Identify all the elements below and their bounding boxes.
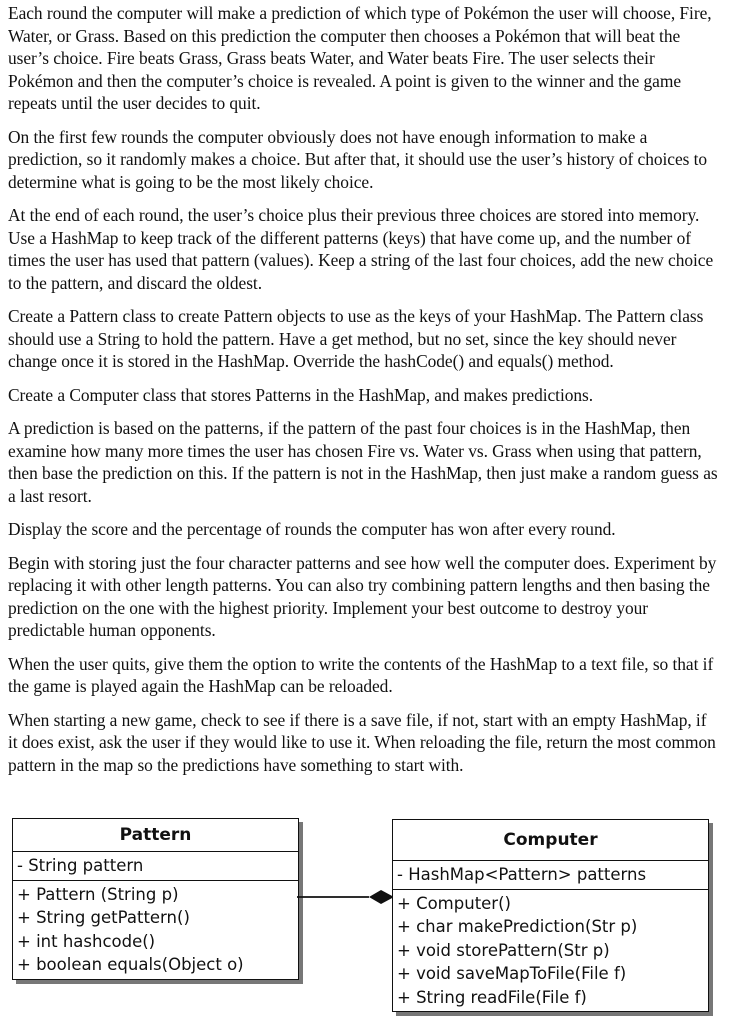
uml-method: + Computer() [397,893,511,913]
paragraph-save: When the user quits, give them the option to write the contents of the HashMap to a text file, so that if the game is played again the HashMap can be reloaded. [8,653,714,696]
paragraph-reload: When starting a new game, check to see if there is a save file, if not, start with an empty HashMap, if it does exist, ask the user if they would like to use it. When reloading the file, return the most common pattern in the map so the predictions have something to start with. [8,709,716,775]
uml-method: + String getPattern() [17,908,190,927]
uml-class-name: Pattern [13,819,298,852]
uml-fields [13,852,298,881]
paragraph-score: Display the score and the percentage of rounds the computer has won after every round. [8,519,616,539]
assignment-text [8,0,720,787]
composition-connector [297,882,397,912]
paragraph-first-rounds: On the first few rounds the computer obviously does not have enough information to make a prediction, so it randomly makes a choice. But after that, it should use the user’s history of choices to determine what is going to be the most likely choice. [8,126,708,192]
uml-class-pattern [12,818,299,980]
paragraph-computer-class: Create a Computer class that stores Patterns in the HashMap, and makes predictions. [8,384,594,405]
uml-method: + Pattern (String p) [17,884,179,904]
paragraph-experiment: Begin with storing just the four character patterns and see how well the computer does. Experiment by replacing it with other length patterns. You can also try combining pattern lengths and then basing the prediction on the one with the highest priority. Implement your best outcome to destroy your predictable human opponents. [8,552,717,640]
uml-field: - HashMap<Pattern> patterns [397,865,647,884]
paragraph-game-rules: Each round the computer will make a prediction of which type of Pokémon the user will choose, Fire, Water, or Grass. Based on this prediction the computer then chooses a Pokémon that will beat the user’s choice. Fire beats Grass, Grass beats Water, and Water beats Fire. The user selects their Pokémon and then the computer’s choice is revealed. A point is given to the winner and the game repeats until the user decides to quit. [8,3,712,113]
uml-fields [393,861,708,890]
uml-method: + String readFile(File f) [397,987,587,1007]
uml-method: + void storePattern(Str p) [397,940,610,960]
uml-method: + void saveMapToFile(File f) [397,964,627,983]
paragraph-prediction: A prediction is based on the patterns, if the pattern of the past four choices is in the HashMap, then examine how many more times the user has chosen Fire vs. Water vs. Grass when using that pattern, then base the prediction on this. If the pattern is not in the HashMap, then just make a random guess as a last resort. [8,418,718,506]
composition-diamond-icon [369,890,394,904]
uml-class-name: Computer [393,820,708,861]
uml-method: + int hashcode() [17,931,156,951]
uml-method: + char makePrediction(Str p) [397,917,638,936]
uml-method: + boolean equals(Object o) [17,955,244,974]
uml-field: - String pattern [17,856,144,875]
paragraph-memory: At the end of each round, the user’s choice plus their previous three choices are stored into memory. Use a HashMap to keep track of the different patterns (keys) that have come up, and the number of times the user has used that pattern (values). Keep a string of the last four choices, add the new choice to the pattern, and discard the oldest. [8,205,714,293]
uml-methods [13,881,298,979]
paragraph-pattern-class: Create a Pattern class to create Pattern objects to use as the keys of your HashMap. The Pattern class should use a String to hold the pattern. Have a get method, but no set, since the key should never change once it is stored in the HashMap. Override the hashCode() and equals() method. [8,306,704,371]
uml-class-computer [392,819,709,1012]
uml-methods [393,890,708,1012]
